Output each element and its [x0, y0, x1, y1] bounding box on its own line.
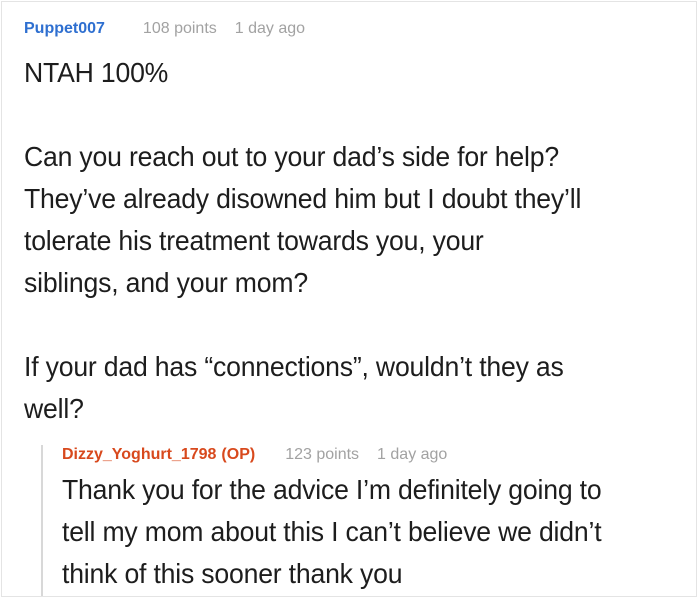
reply-comment-body: [62, 469, 674, 595]
reply-meta-row: [62, 445, 676, 465]
comment-paragraph: [24, 136, 674, 304]
comment-paragraph: [62, 469, 674, 595]
comment-text-line: NTAH 100%: [24, 57, 169, 88]
timestamp-label: 1 day ago: [234, 20, 306, 37]
comment-paragraph: [24, 52, 674, 94]
comment-text-line: well?: [24, 393, 84, 424]
comment-body: [24, 52, 674, 430]
comment-text-line: If your dad has “connections”, wouldn’t they as: [24, 351, 564, 382]
username-link-op[interactable]: Dizzy_Yoghurt_1798: [62, 446, 217, 463]
points-label: 123 points: [285, 446, 360, 463]
username-link[interactable]: Puppet007: [24, 20, 105, 37]
comment-text-line: Can you reach out to your dad’s side for help?: [24, 141, 559, 172]
comment-thread-frame: [1, 1, 697, 597]
comment-text-line: think of this sooner thank you: [62, 558, 403, 589]
comment-text-line: tolerate his treatment towards you, your: [24, 225, 484, 256]
comment-reply: [41, 445, 676, 597]
comment-parent: [2, 2, 696, 597]
comment-text-line: tell my mom about this I can’t believe we didn’t: [62, 516, 602, 547]
comment-text-line: They’ve already disowned him but I doubt they’ll: [24, 183, 582, 214]
timestamp-label: 1 day ago: [377, 446, 448, 463]
comment-text-line: Thank you for the advice I’m definitely going to: [62, 474, 602, 505]
op-badge: (OP): [221, 446, 256, 463]
comment-paragraph: [24, 346, 674, 430]
comment-meta-row: [24, 19, 676, 39]
comment-text-line: siblings, and your mom?: [24, 267, 308, 298]
points-label: 108 points: [142, 20, 217, 37]
